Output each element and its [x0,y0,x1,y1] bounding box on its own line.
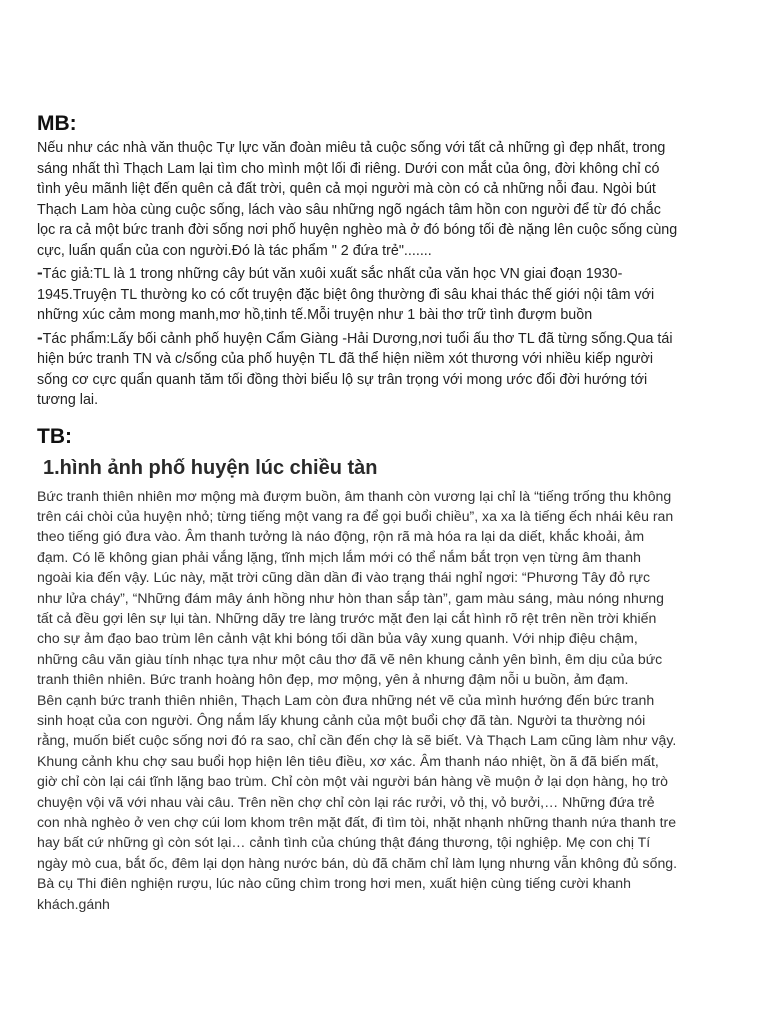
tb-market-paragraph: Bên cạnh bức tranh thiên nhiên, Thạch Lam còn đưa những nét vẽ của mình hướng đến bức tranh sinh hoạt của con người. Ông nắm lấy khung cảnh của một buổi chợ đã tàn. Người ta thường nói rằng, muốn biết cuộc sống nơi đó ra sao, chỉ cần đến chợ là sẽ biết. Và Thạch Lam cũng làm như vậy. Khung cảnh khu chợ sau buổi họp hiện lên tiêu điều, xơ xác. Âm thanh náo nhiệt, ồn ã đã biến mất, giờ chỉ còn lại cái tĩnh lặng bao trùm. Chỉ còn một vài người bán hàng về muộn ở lại dọn hàng, họ trò chuyện vội vã với nhau vài câu. Trên nền chợ chỉ còn lại rác rưởi, vỏ thị, vỏ bưởi,… Những đứa trẻ con nhà nghèo ở ven chợ cúi lom khom trên mặt đất, đi tìm tòi, nhặt nhạnh những thanh nứa thanh tre hay bất cứ những gì còn sót lại… cảnh tình của chúng thật đáng thương, tội nghiệp. Mẹ con chị Tí ngày mò cua, bắt ốc, đêm lại dọn hàng nước bán, dù đã chăm chỉ làm lụng nhưng vẫn không đủ sống. Bà cụ Thi điên nghiện rượu, lúc nào cũng chìm trong hơi men, xuất hiện cùng tiếng cười khanh khách.gánh [37,691,678,912]
mb-intro-paragraph: Nếu như các nhà văn thuộc Tự lực văn đoàn miêu tả cuộc sống với tất cả những gì đẹp nhất, trong sáng nhất thì Thạch Lam lại tìm cho mình một lối đi riêng. Dưới con mắt của ông, đời không chỉ có tình yêu mãnh liệt đến quên cả đất trời, quên cả mọi người mà còn có cả những nỗi đau. Ngòi bút Thạch Lam hòa cùng cuộc sống, lách vào sâu những ngõ ngách tâm hồn con người để từ đó chắc lọc ra cả một bức tranh đời sống nơi phố huyện nghèo mà ở đó bóng tối đè nặng lên cuộc sống cùng cực, luẩn quẩn của con người.Đó là tác phẩm " 2 đứa trẻ"....... [37,140,678,259]
mb-work-text: Tác phẩm:Lấy bối cảnh phố huyện Cẩm Giàng -Hải Dương,nơi tuổi ấu thơ TL đã từng sống.Qua tái hiện bức tranh TN và c/sống của phố huyện TL đã thể hiện niềm xót thương với nhiều kiếp người sống cơ cực quẩn quanh tăm tối đồng thời biểu lộ sự trân trọng với mong ước đổi đời hướng tới tương lai. [37,330,673,408]
mb-heading: MB: [37,112,77,135]
tb-heading: TB: [37,424,72,448]
mb-author-text: Tác giả:TL là 1 trong những cây bút văn xuôi xuất sắc nhất của văn học VN giai đoạn 1930-1945.Truyện TL thường ko có cốt truyện đặc biệt ông thường đi sâu khai thác thế giới nội tâm với những xúc cảm mong manh,mơ hồ,tinh tế.Mỗi truyện như 1 bài thơ trữ tình đượm buồn [37,266,655,323]
section-subheading: 1.hình ảnh phố huyện lúc chiều tàn [43,456,378,479]
mb-work-bullet [37,328,678,411]
bullet-dash: - [37,263,43,282]
mb-author-bullet [37,263,678,326]
tb-nature-paragraph: Bức tranh thiên nhiên mơ mộng mà đượm buồn, âm thanh còn vương lại chỉ là “tiếng trống thu không trên cái chòi của huyện nhỏ; từng tiếng một vang ra để gọi buổi chiều”, xa xa là tiếng ếch nhái kêu ran theo tiếng gió đưa vào. Âm thanh tưởng là náo động, rộn rã mà hóa ra lại da diết, khắc khoải, ảm đạm. Có lẽ không gian phải vắng lặng, tĩnh mịch lắm mới có thể nắm bắt trọn vẹn từng âm thanh ngoài kia đến vậy. Lúc này, mặt trời cũng dần dần đi vào trạng thái nghỉ ngơi: “Phương Tây đỏ rực như lửa cháy”, “Những đám mây ánh hồng như hòn than sắp tàn”, gam màu sáng, màu nóng nhưng tất cả đều gợi lên sự lụi tàn. Những dãy tre làng trước mặt đen lại cắt hình rõ rệt trên nền trời khiến cho sự ảm đạo bao trùm lên cảnh vật khi bóng tối dần bủa vây xung quanh. Với nhịp điệu chậm, những câu văn giàu tính nhạc tựa như một câu thơ đã vẽ nên khung cảnh yên bình, êm dịu của bức tranh thiên nhiên. Bức tranh hoàng hôn đẹp, mơ mộng, yên ả nhưng đậm nỗi u buồn, ảm đạm. [37,487,674,688]
bullet-dash: - [37,327,43,347]
